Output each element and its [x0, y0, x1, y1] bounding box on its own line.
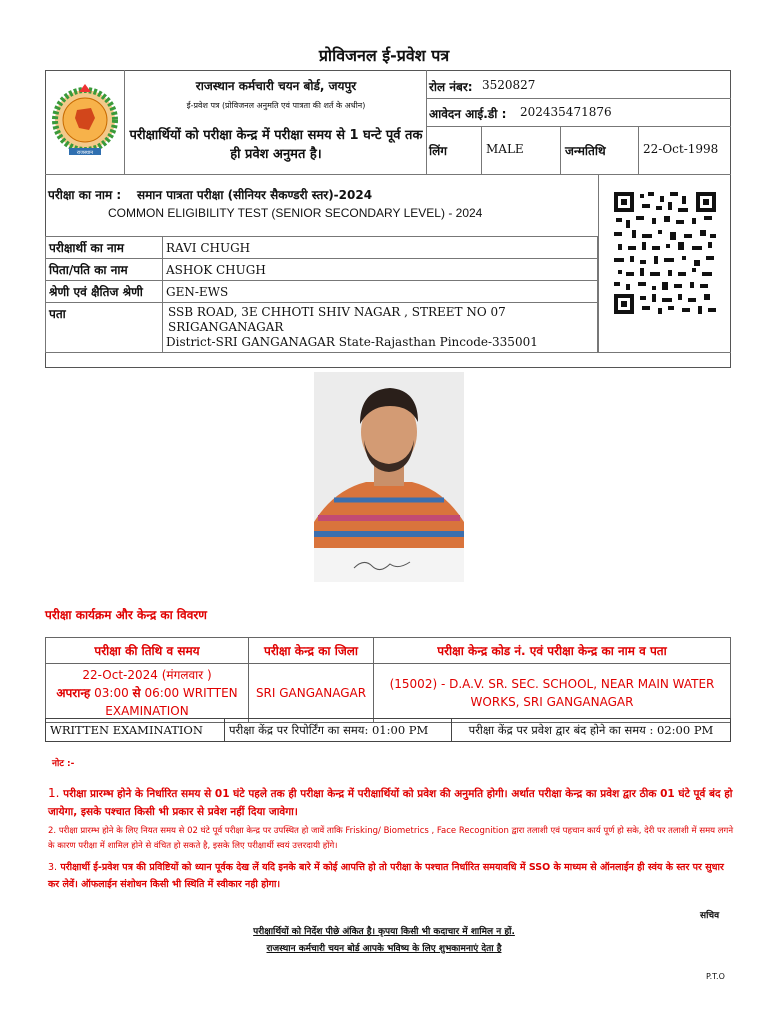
qr-code-icon [612, 190, 718, 316]
gender-value: MALE [486, 142, 524, 156]
divider [426, 98, 731, 99]
logo-cell [45, 70, 125, 174]
divider [426, 126, 731, 127]
schedule-table [45, 637, 731, 723]
exam-mode-line: EXAMINATION [105, 704, 189, 718]
exam-date: 22-Oct-2024 (मंगलवार ) [82, 668, 212, 682]
note-item-3: 3. परीक्षार्थी ई-प्रवेश पत्र की प्रविष्टियों को ध्यान पूर्वक देख लें यदि इनके बारे में कोई आपत्ति हो तो परीक्षा के पश्चात निर्धारित समयावधि में SSO के माध्यम से ऑनलाईन ही स्वंय के स्तर पर सुधार कर लेवें। ऑफलाईन संशोधन किसी भी स्थिति में स्वीकार नही होगा। [48, 862, 724, 890]
rssb-emblem-logo [45, 70, 125, 174]
gate-close-time: परीक्षा केंद्र पर प्रवेश द्वार बंद होने का समय : 02:00 PM [452, 719, 731, 742]
secretary-label: सचिव [700, 911, 720, 921]
logo-text: राजस्थान [76, 150, 94, 156]
roll-number-label: रोल नंबर: [429, 80, 473, 94]
board-subtitle: ई-प्रवेश पत्र (प्रोविजनल अनुमति एवं पात्रता की शर्त के अधीन) [186, 101, 366, 110]
col-header-date: परीक्षा की तिथि व समय [46, 638, 249, 664]
board-name: राजस्थान कर्मचारी चयन बोर्ड, जयपुर [195, 79, 357, 93]
table-row [46, 237, 598, 259]
divider [481, 126, 482, 174]
candidate-details-table [45, 236, 598, 353]
footer-instruction: परीक्षार्थियों को निर्देश पीछे अंकित है। कृपया किसी भी कदाचार में शामिल न हों. [253, 927, 515, 937]
reporting-table [45, 718, 731, 742]
gender-label: लिंग [429, 144, 448, 158]
table-row [46, 303, 598, 353]
divider [638, 126, 639, 174]
table-row [46, 638, 731, 664]
exam-date-time [46, 664, 249, 723]
table-row [46, 259, 598, 281]
table-row [46, 664, 731, 723]
exam-centre: (15002) - D.A.V. SR. SEC. SCHOOL, NEAR MAIN WATER WORKS, SRI GANGANAGAR [374, 664, 731, 723]
signature-icon [314, 548, 464, 582]
entry-notice: परीक्षार्थियों को परीक्षा केन्द्र में परीक्षा समय से 1 घन्टे पूर्व तक ही प्रवेश अनुमत है। [129, 128, 423, 162]
exam-mode: WRITTEN EXAMINATION [46, 719, 225, 742]
time-end: 06:00 WRITTEN [144, 686, 238, 700]
application-id-label: आवेदन आई.डी : [429, 107, 507, 121]
footer-wishes: राजस्थान कर्मचारी चयन बोर्ड आपके भविष्य के लिए शुभकामनाएं देता है [266, 944, 502, 954]
note-2-text: परीक्षा प्रारम्भ होने के लिए नियत समय से 02 घंटे पूर्व परीक्षा केन्द्र पर उपस्थित हो जावें ताकि Frisking/ Biometrics , Face Recognition द्वारा तलाशी एवं पहचान कार्य पूर्ण हो सके, देरी पर तलाशी में समय लगने के कारण परीक्षा में शामिल होने से वंचित हो सकते है, इसके लिए परीक्षार्थी स्वयं उत्तरदायी होंगे। [48, 826, 734, 851]
time-prefix: अपरान्ह [56, 686, 91, 700]
time-start: 03:00 [94, 686, 129, 700]
exam-name-english: COMMON ELIGIBILITY TEST (SENIOR SECONDARY LEVEL) - 2024 [108, 206, 483, 220]
father-name-value: ASHOK CHUGH [163, 259, 598, 281]
note-item-2: 2. परीक्षा प्रारम्भ होने के लिए नियत समय से 02 घंटे पूर्व परीक्षा केन्द्र पर उपस्थित हो जावें ताकि Frisking/ Biometrics , Face Recognition द्वारा तलाशी एवं पहचान कार्य पूर्ण हो सके, देरी पर तलाशी में समय लगने के कारण परीक्षा में शामिल होने से वंचित हो सकते है, इसके लिए परीक्षार्थी स्वयं उत्तरदायी होंगे। [48, 826, 734, 851]
exam-district: SRI GANGANAGAR [249, 664, 374, 723]
exam-name-label: परीक्षा का नाम : [48, 188, 122, 202]
reporting-time: परीक्षा केंद्र पर रिपोर्टिंग का समय: 01:00 PM [225, 719, 452, 742]
note-1-text: परीक्षा प्रारम्भ होने के निर्धारित समय से 01 घंटे पहले तक ही परीक्षा केन्द्र में परीक्षार्थियों को प्रवेश की अनुमति होगी। अर्थात परीक्षा केन्द्र का प्रवेश द्वार ठीक 01 घंटे पूर्व बंद हो जायेगा, इसके पश्चात किसी भी प्रकार से प्रवेश नहीं दिया जावेगा। [48, 788, 733, 818]
father-name-label: पिता/पति का नाम [46, 259, 163, 281]
table-row [46, 719, 731, 742]
col-header-centre: परीक्षा केन्द्र कोड नं. एवं परीक्षा केन्द्र का नाम व पता [374, 638, 731, 664]
candidate-name-label: परीक्षार्थी का नाम [46, 237, 163, 259]
address-line-1: SSB ROAD, 3E CHHOTI SHIV NAGAR , STREET NO 07 SRIGANGANAGAR [168, 305, 506, 334]
exam-time [46, 684, 248, 702]
person-photo-icon [314, 372, 464, 548]
address-value [163, 303, 598, 353]
candidate-photo [314, 372, 464, 548]
divider [45, 174, 731, 175]
notes-heading: नोट :- [52, 759, 75, 769]
exam-name-hindi-value: समान पात्रता परीक्षा (सीनियर सैकण्डरी स्तर)-2024 [136, 188, 373, 202]
pto-label: P.T.O [706, 972, 725, 981]
note-item-1: 1. परीक्षा प्रारम्भ होने के निर्धारित समय से 01 घंटे पहले तक ही परीक्षा केन्द्र में परीक्षार्थियों को प्रवेश की अनुमति होगी। अर्थात परीक्षा केन्द्र का प्रवेश द्वार ठीक 01 घंटे पूर्व बंद हो जायेगा, इसके पश्चात किसी भी प्रकार से प्रवेश नहीं दिया जावेगा। [48, 786, 733, 818]
note-3-text: परीक्षार्थी ई-प्रवेश पत्र की प्रविष्टियों को ध्यान पूर्वक देख लें यदि इनके बारे में कोई आपत्ति हो तो परीक्षा के पश्चात निर्धारित समयावधि में SSO के माध्यम से ऑनलाईन ही स्वंय के स्तर पर सुधार कर लेवें। ऑफलाईन संशोधन किसी भी स्थिति में स्वीकार नही होगा। [48, 862, 724, 890]
dob-value: 22-Oct-1998 [643, 142, 719, 156]
roll-number-value: 3520827 [482, 78, 536, 92]
divider [598, 174, 599, 352]
category-label: श्रेणी एवं क्षैतिज श्रेणी [46, 281, 163, 303]
schedule-section-title: परीक्षा कार्यक्रम और केन्द्र का विवरण [45, 608, 207, 622]
candidate-signature [314, 548, 464, 582]
address-line-2: District-SRI GANGANAGAR State-Rajasthan Pincode-335001 [166, 335, 538, 349]
exam-name-hindi [48, 186, 372, 203]
divider [426, 70, 427, 174]
time-sep: से [132, 686, 141, 700]
table-row [46, 281, 598, 303]
address-label: पता [46, 303, 163, 353]
application-id-value: 202435471876 [520, 105, 612, 119]
col-header-district: परीक्षा केन्द्र का जिला [249, 638, 374, 664]
candidate-name-value: RAVI CHUGH [163, 237, 598, 259]
page-title: प्रोविजनल ई-प्रवेश पत्र [318, 46, 450, 65]
category-value: GEN-EWS [163, 281, 598, 303]
divider [560, 126, 561, 174]
dob-label: जन्मतिथि [565, 144, 606, 158]
